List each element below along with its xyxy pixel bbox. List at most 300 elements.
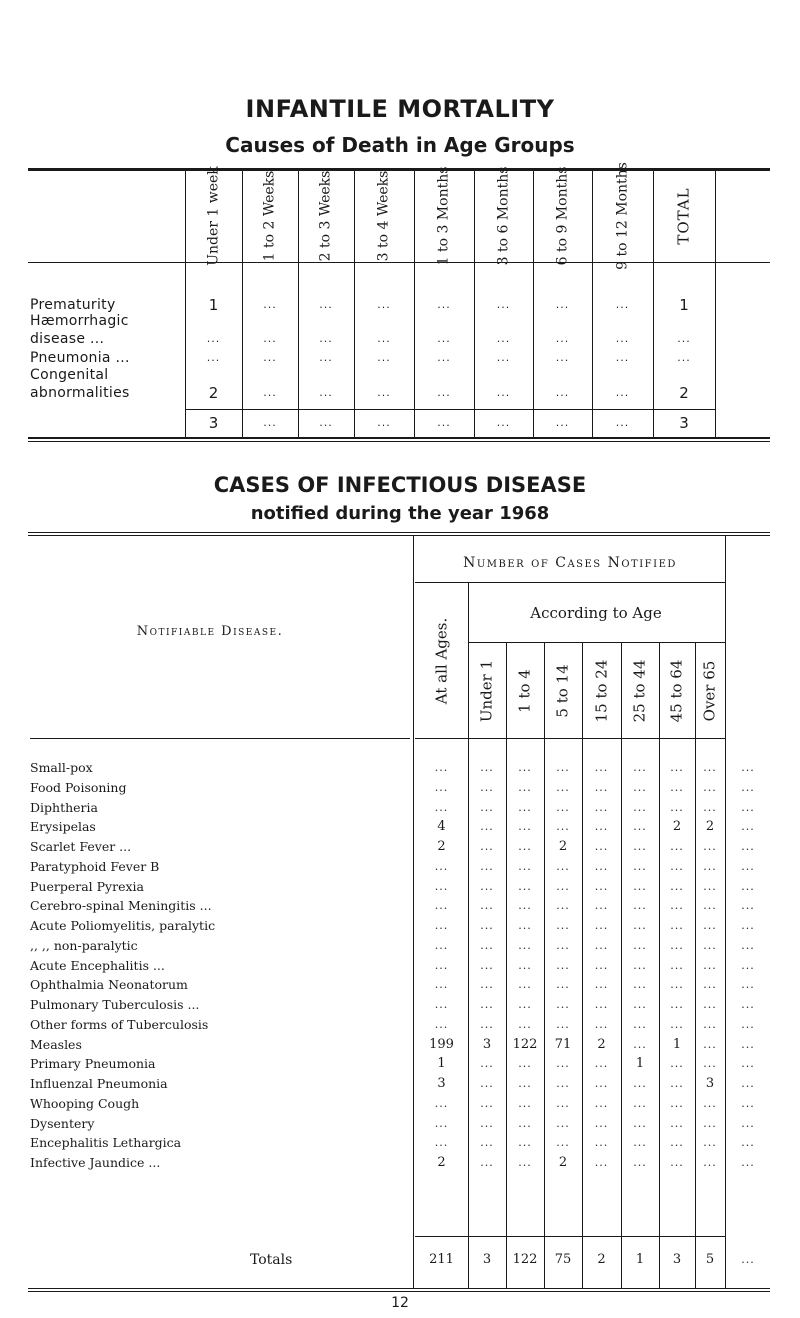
table-cell: ... (518, 840, 532, 853)
table-cell: ... (670, 879, 684, 893)
total-cell: 2 (597, 1252, 606, 1267)
column-header-label: 45 to 64 (667, 659, 686, 723)
table-cell: ... (556, 958, 570, 972)
table-cell: ... (555, 298, 570, 311)
row-label: Acute Poliomyelitis, paralytic (30, 918, 216, 933)
table-cell: ... (496, 351, 511, 364)
table-cell: ... (556, 761, 570, 774)
totals-label: Totals (250, 1252, 293, 1268)
total-cell: 3 (208, 414, 219, 432)
column-header (489, 166, 519, 266)
table-cell: ... (633, 1096, 647, 1110)
column-header (472, 648, 502, 734)
row-label: Diphtheria (30, 799, 98, 815)
table-cell: ... (377, 332, 391, 345)
table-cell: ... (555, 332, 570, 345)
row-label: Other forms of Tuberculosis (30, 1016, 209, 1032)
table-cell: ... (556, 1077, 570, 1090)
table-cell: ... (703, 1156, 717, 1169)
table-cell: ... (434, 1017, 449, 1031)
subtotal-rule (185, 409, 715, 410)
table-cell: ... (670, 780, 684, 794)
row-label: Erysipelas (30, 819, 96, 835)
table-cell: 2 (597, 1036, 606, 1052)
table-cell: ... (556, 998, 570, 1011)
row-label: Puerperal Pyrexia (30, 878, 144, 894)
table-cell: ... (434, 859, 449, 873)
table-cell: ... (206, 332, 221, 345)
row-label: Congenital abnormalities (30, 367, 130, 401)
table-cell: ... (518, 958, 532, 972)
row-label: Scarlet Fever ... (30, 839, 132, 854)
table-cell: ... (518, 1077, 532, 1090)
table-cell: ... (377, 351, 391, 364)
table-cell: ... (741, 1156, 755, 1169)
table-cell: ... (434, 899, 449, 913)
table-cell: ... (518, 1017, 532, 1031)
table-cell: ... (670, 1116, 684, 1130)
table-cell: ... (670, 1136, 684, 1150)
table-cell: ... (480, 761, 494, 774)
table-cell: 1 (437, 1056, 446, 1072)
table-cell: 2 (437, 839, 446, 854)
table-cell: ... (434, 938, 449, 952)
table-cell: ... (703, 1037, 717, 1051)
table-cell: ... (518, 938, 532, 952)
table-cell: ... (480, 1156, 494, 1169)
table-cell: ... (741, 1136, 755, 1150)
total-cell: ... (496, 416, 511, 429)
table-cell: ... (703, 978, 717, 992)
row-label: Measles (30, 1036, 82, 1052)
row-label: Whooping Cough (30, 1095, 140, 1111)
table-cell: ... (703, 998, 717, 1011)
table-cell: ... (594, 919, 609, 932)
column-header (429, 166, 459, 266)
table-cell: ... (518, 1156, 532, 1169)
table-cell: ... (556, 1017, 570, 1031)
row-label: Encephalitis Lethargica (30, 1135, 182, 1151)
table-cell: ... (703, 879, 717, 893)
table-cell: ... (437, 386, 451, 399)
table-cell: ... (319, 351, 333, 364)
table-cell: 2 (558, 839, 568, 854)
table-cell: ... (434, 1116, 449, 1130)
row-label: Cerebro-spinal Meningitis ... (30, 898, 212, 914)
table-cell: ... (480, 1077, 494, 1090)
column-header-label: Over 65 (700, 660, 719, 722)
header-according-to-age: According to Age (530, 604, 662, 622)
total-cell: 1 (635, 1252, 645, 1267)
table-cell: ... (556, 938, 570, 952)
table-cell: ... (741, 1037, 755, 1051)
table-cell: ... (518, 800, 532, 814)
column-header (255, 170, 285, 262)
table-cell: ... (518, 1096, 532, 1110)
table-cell: ... (741, 800, 755, 814)
table-cell: ... (741, 780, 755, 794)
table-cell: ... (556, 899, 570, 913)
column-header-label: Under 1 (477, 659, 496, 723)
table-cell: ... (594, 780, 609, 794)
table-cell: 2 (437, 1155, 446, 1170)
table-cell: ... (480, 1116, 494, 1130)
table-cell: ... (434, 879, 449, 893)
column-rule (653, 171, 654, 437)
table-cell: 122 (512, 1036, 538, 1052)
table-cell: ... (518, 978, 532, 992)
column-header (608, 162, 638, 270)
table-cell: ... (480, 919, 494, 932)
table-cell: ... (615, 351, 630, 364)
table-cell: ... (703, 1096, 717, 1110)
column-header-label: 5 to 14 (553, 664, 572, 718)
table-cell: ... (670, 840, 684, 853)
table-cell: ... (480, 820, 494, 834)
table-cell: ... (480, 1096, 494, 1110)
table-cell: ... (434, 978, 449, 992)
table-cell: ... (670, 1096, 684, 1110)
table-cell: ... (480, 899, 494, 913)
table-cell: ... (434, 919, 449, 932)
column-header-label: 1 to 3 Months (435, 166, 452, 266)
column-header-label: 25 to 44 (630, 659, 649, 723)
table-cell: ... (670, 998, 684, 1011)
table-cell: ... (556, 820, 570, 834)
table-cell: ... (633, 1017, 647, 1031)
table-cell: ... (703, 840, 717, 853)
table-cell: ... (594, 998, 609, 1011)
column-rule (715, 171, 716, 437)
subtotal-rule (415, 1236, 725, 1237)
table-cell: ... (633, 1116, 647, 1130)
table-cell: ... (437, 351, 451, 364)
table-cell: 2 (558, 1155, 568, 1170)
table-cell: ... (594, 1156, 609, 1169)
table-cell: ... (594, 859, 609, 873)
column-header (548, 166, 578, 266)
table-cell: 2 (679, 384, 689, 402)
table-cell: ... (741, 1096, 755, 1110)
column-header-label: 15 to 24 (592, 659, 610, 723)
table-cell: ... (518, 919, 532, 932)
row-label: Acute Encephalitis ... (30, 957, 165, 973)
table-cell: ... (670, 1156, 684, 1169)
column-header-label: 3 to 6 Months (495, 166, 511, 266)
row-label: Primary Pneumonia (30, 1056, 156, 1072)
table-cell: ... (594, 800, 609, 814)
table-cell: ... (703, 761, 717, 774)
column-rule (298, 171, 299, 437)
row-label: Food Poisoning (30, 779, 127, 795)
row-label: ,, ,, non-paralytic (30, 937, 138, 953)
table-cell: ... (480, 859, 494, 873)
total-cell: ... (263, 416, 277, 429)
column-header (625, 648, 655, 734)
table-cell: ... (555, 351, 570, 364)
header-rule (28, 262, 770, 263)
table-cell: ... (496, 298, 511, 311)
table-cell: ... (434, 958, 449, 972)
table-cell: ... (670, 800, 684, 814)
table-cell: ... (703, 780, 717, 794)
table-cell: ... (594, 761, 609, 774)
header-disease: Notifiable Disease. (136, 624, 284, 639)
column-rule (474, 171, 475, 437)
table-cell: ... (480, 840, 494, 853)
row-label: Infective Jaundice ... (30, 1155, 161, 1170)
row-label: Hæmorrhagic disease ... (30, 313, 129, 347)
table-cell: ... (670, 899, 684, 913)
column-rule (592, 171, 593, 437)
row-label: Ophthalmia Neonatorum (30, 977, 188, 993)
table-cell: ... (556, 1116, 570, 1130)
table-cell: ... (556, 919, 570, 932)
table-cell: ... (263, 298, 277, 311)
table-cell: ... (633, 800, 647, 814)
table-cell: ... (741, 978, 755, 992)
table-cell: ... (633, 978, 647, 992)
table-cell: ... (480, 780, 494, 794)
table-cell: ... (741, 1116, 755, 1130)
table-cell: ... (703, 958, 717, 972)
table-cell: ... (518, 859, 532, 873)
table-cell: ... (434, 761, 449, 774)
total-cell: ... (437, 416, 451, 429)
row-label: Paratyphoid Fever B (30, 858, 160, 874)
column-header-label: 3 to 4 Weeks (375, 170, 392, 262)
row-label: Pneumonia ... (30, 350, 130, 366)
infectious-title: CASES OF INFECTIOUS DISEASE (213, 473, 587, 497)
table-cell: ... (555, 386, 570, 399)
table-cell: ... (615, 386, 630, 399)
table-cell: ... (518, 780, 532, 794)
table-cell: ... (741, 899, 755, 913)
page-subtitle: Causes of Death in Age Groups (225, 133, 575, 157)
table-cell: ... (703, 1017, 717, 1031)
column-header-label: Under 1 week (205, 166, 221, 266)
column-header-label: 6 to 9 Months (554, 166, 570, 266)
table-cell: ... (434, 1096, 449, 1110)
table-cell: ... (594, 899, 609, 913)
table-cell: ... (594, 1116, 609, 1130)
column-header-label: 2 to 3 Weeks (317, 170, 334, 262)
table-cell: ... (615, 298, 630, 311)
page-number: 12 (391, 1295, 409, 1311)
total-cell: ... (741, 1253, 755, 1266)
table-cell: ... (556, 978, 570, 992)
table-cell: ... (518, 899, 532, 913)
table-cell: ... (594, 1096, 609, 1110)
table-cell: ... (670, 938, 684, 952)
table-cell: ... (633, 1136, 647, 1150)
table-cell: ... (377, 298, 391, 311)
table-cell: ... (480, 800, 494, 814)
table-cell: ... (496, 332, 511, 345)
table-cell: ... (518, 1057, 532, 1071)
table-cell: ... (670, 1057, 684, 1071)
table-cell: ... (594, 938, 609, 952)
total-cell: 3 (672, 1252, 682, 1267)
table-cell: ... (741, 1077, 755, 1090)
total-cell: 75 (554, 1252, 572, 1267)
total-cell: 3 (679, 414, 689, 432)
table-cell: ... (556, 800, 570, 814)
total-cell: 211 (429, 1252, 454, 1267)
table-cell: 3 (482, 1036, 492, 1052)
column-header (199, 166, 229, 266)
table-cell: ... (633, 998, 647, 1011)
table-cell: ... (437, 298, 451, 311)
table-cell: ... (741, 919, 755, 932)
table-cell: ... (703, 919, 717, 932)
table-cell: 4 (437, 819, 446, 835)
table-cell: ... (741, 840, 755, 853)
column-rule (533, 171, 534, 437)
column-header (587, 648, 617, 734)
column-header-label: 9 to 12 Months (614, 162, 630, 270)
header-rule (415, 582, 725, 583)
column-header-label: 1 to 4 (515, 669, 534, 713)
table-cell: ... (741, 879, 755, 893)
table-cell: ... (633, 879, 647, 893)
table-cell: 3 (437, 1076, 446, 1091)
table-cell: ... (594, 978, 609, 992)
table-cell: ... (741, 820, 755, 834)
table-cell: 2 (208, 384, 219, 402)
table-cell: ... (633, 820, 647, 834)
table-cell: ... (633, 1077, 647, 1090)
table-cell: ... (633, 938, 647, 952)
column-rule (414, 171, 415, 437)
table-cell: 2 (672, 819, 682, 835)
table-cell: ... (633, 859, 647, 873)
table-cell: ... (633, 761, 647, 774)
table-cell: ... (741, 1017, 755, 1031)
header-bottom-rule (415, 738, 725, 739)
table-cell: ... (741, 938, 755, 952)
table-cell: ... (594, 879, 609, 893)
table-cell: ... (594, 1057, 609, 1071)
table-cell: ... (633, 919, 647, 932)
table-cell: ... (594, 1077, 609, 1090)
table-cell: ... (319, 332, 333, 345)
table-cell: ... (670, 1017, 684, 1031)
table-cell: ... (518, 820, 532, 834)
table-cell: ... (594, 1017, 609, 1031)
total-cell: 122 (512, 1252, 538, 1267)
column-header (695, 648, 725, 734)
table-cell: ... (480, 978, 494, 992)
column-header (369, 170, 399, 262)
row-label: Small-pox (30, 760, 93, 775)
table-cell: ... (518, 879, 532, 893)
disease-column-rule (413, 536, 414, 1288)
table-cell: ... (741, 998, 755, 1011)
table-cell: ... (633, 780, 647, 794)
table-cell: ... (633, 958, 647, 972)
table-cell: ... (670, 919, 684, 932)
column-header (662, 648, 692, 734)
table-cell: 1 (679, 296, 689, 314)
table-cell: ... (670, 1077, 684, 1090)
column-header (311, 170, 341, 262)
total-cell: ... (615, 416, 630, 429)
table-cell: ... (615, 332, 630, 345)
total-cell: ... (377, 416, 391, 429)
table-cell: ... (556, 1136, 570, 1150)
header-number-notified: Number of Cases Notified (463, 555, 677, 571)
table-cell: ... (741, 859, 755, 873)
column-header-label: 1 to 2 Weeks (261, 170, 278, 262)
row-label: Influenzal Pneumonia (30, 1076, 168, 1091)
table-cell: ... (556, 1096, 570, 1110)
column-header-label: TOTAL (674, 187, 693, 245)
table-cell: ... (703, 1136, 717, 1150)
table-cell: ... (434, 998, 449, 1011)
table-cell: ... (703, 899, 717, 913)
table-cell: ... (518, 1136, 532, 1150)
row-label: Pulmonary Tuberculosis ... (30, 997, 200, 1012)
table-cell: ... (703, 800, 717, 814)
table-cell: ... (480, 938, 494, 952)
table-cell: ... (206, 351, 221, 364)
table-cell: ... (480, 879, 494, 893)
table-cell: ... (434, 1136, 449, 1150)
table-cell: ... (319, 386, 333, 399)
table-cell: ... (518, 1116, 532, 1130)
table-cell: ... (518, 998, 532, 1011)
table-cell: ... (594, 1136, 609, 1150)
column-header-label: At all Ages. (432, 617, 450, 705)
table-cell: ... (703, 938, 717, 952)
table-cell: 71 (554, 1036, 572, 1052)
column-rule (185, 171, 186, 437)
table-cell: ... (677, 332, 691, 345)
column-rule (354, 171, 355, 437)
table-cell: ... (263, 351, 277, 364)
table-cell: ... (263, 386, 277, 399)
table-cell: ... (633, 899, 647, 913)
table-cell: ... (496, 386, 511, 399)
row-label: Prematurity (30, 297, 116, 313)
table-cell: ... (434, 780, 449, 794)
table-cell: ... (633, 1156, 647, 1169)
table-cell: 199 (429, 1036, 454, 1052)
table-cell: ... (703, 859, 717, 873)
table-cell: ... (377, 386, 391, 399)
table-cell: ... (480, 1017, 494, 1031)
table-cell: 1 (208, 296, 219, 314)
table-cell: 2 (705, 819, 715, 835)
table-cell: ... (556, 1057, 570, 1071)
column-header (427, 588, 457, 734)
page-title: INFANTILE MORTALITY (245, 95, 555, 123)
table-cell: ... (670, 958, 684, 972)
table-cell: ... (703, 1116, 717, 1130)
table-cell: ... (670, 978, 684, 992)
row-label: Dysentery (30, 1115, 95, 1131)
table-cell: ... (319, 298, 333, 311)
table-cell: ... (556, 859, 570, 873)
table-cell: ... (670, 859, 684, 873)
column-rule (242, 171, 243, 437)
table-cell: ... (263, 332, 277, 345)
table-cell: ... (677, 351, 691, 364)
infectious-subtitle: notified during the year 1968 (250, 503, 550, 524)
table-cell: 1 (672, 1036, 682, 1052)
column-header (510, 648, 540, 734)
